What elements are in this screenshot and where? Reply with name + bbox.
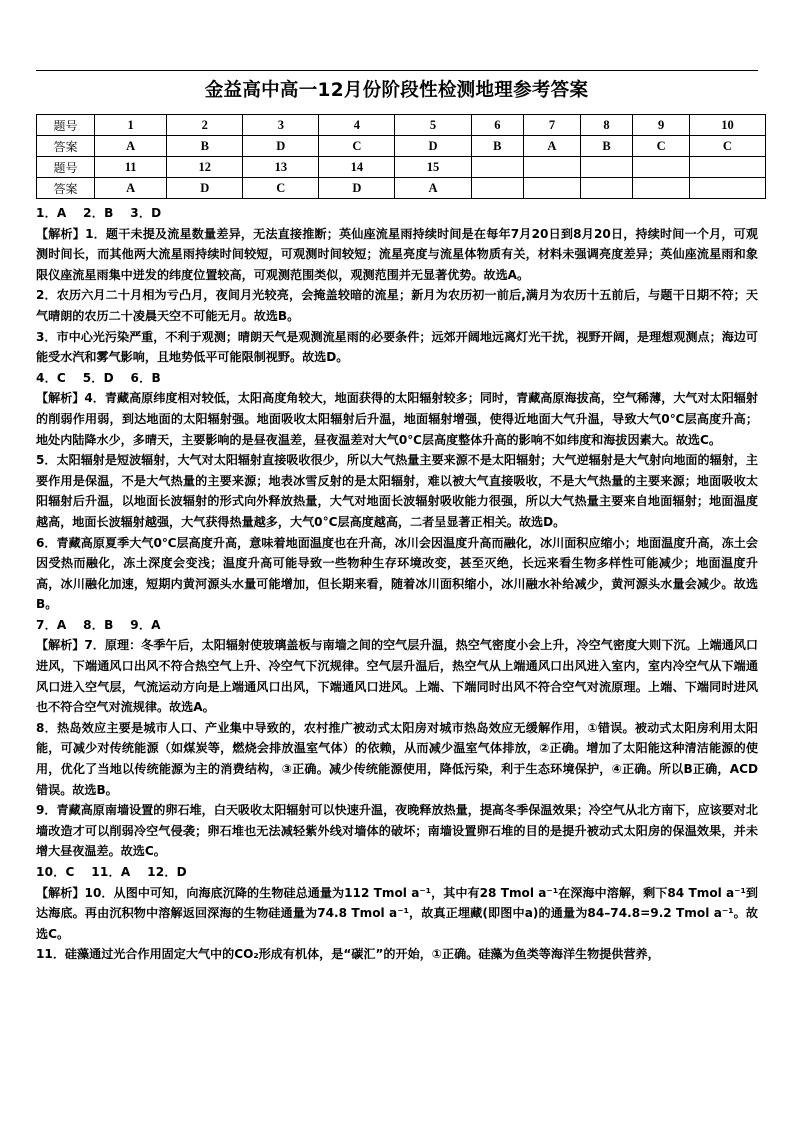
explanation-paragraph: 2．农历六月二十月相为亏凸月，夜间月光较亮，会掩盖较暗的流星；新月为农历初一前后,满月为农历十五前后，与题干日期不符；天气晴朗的农历二十凌晨天空不可能无月。故选B。 <box>36 288 758 323</box>
explanation-paragraph: 【解析】7．原理：冬季午后，太阳辐射使玻璃盖板与南墙之间的空气层升温，热空气密度小会上升，冷空气密度大则下沉。上端通风口进风，下端通风口出风不符合热空气上升、冷空气下沉规律。空气层升温后，热空气从上端通风口出风进入室内，室内冷空气从下端通风口进入空气层，气流运动方向是上端通风口出风，下端通风口进风。上端、下端同时出风不符合空气对流原理。上端、下端同时进风也不符合空气对流规律。故选A。 <box>36 638 758 715</box>
row-label: 答案 <box>37 178 95 199</box>
explanation-paragraph: 【解析】4．青藏高原纬度相对较低，太阳高度角较大，地面获得的太阳辐射较多；同时，青藏高原海拔高，空气稀薄，大气对太阳辐射的削弱作用弱，到达地面的太阳辐射强。地面吸收太阳辐射后升温，地面辐射增强，使得近地面大气升温，导致大气0℃层高度升高；地处内陆降水少，多晴天，主要影响的是昼夜温差，昼夜温差对大气0℃层高度整体升高的影响不如纬度和海拔因素大。故选C。 <box>36 391 758 447</box>
explanation-paragraph: 9．青藏高原南墙设置的卵石堆，白天吸收太阳辐射可以快速升温，夜晚释放热量，提高冬季保温效果；冷空气从北方南下，应该要对北墙改造才可以削弱冷空气侵袭；卵石堆也无法减轻紫外线对墙体的破坏；南墙设置卵石堆的目的是提升被动式太阳房的保温效果，并未增大昼夜温差。故选C。 <box>36 803 758 859</box>
answer-cell: C <box>319 136 395 157</box>
answer-cell <box>580 178 633 199</box>
explanation-paragraph: 6．青藏高原夏季大气0℃层高度升高，意味着地面温度也在升高，冰川会因温度升高而融化，冰川面积应缩小；地面温度升高，冻土会因受热而融化，冻土深度会变浅；温度升高可能导致一些物种生存环境改变，甚至灭绝，长远来看生物多样性可能减少；地面温度升高，冰川融化加速，短期内黄河源头水量可能增加，但长期来看，随着冰川面积缩小，冰川融水补给减少，黄河源头水量会减少。故选B。 <box>36 535 758 612</box>
answer-table-row <box>37 136 766 157</box>
answer-cell <box>524 157 581 178</box>
answer-summary-line: 7．A 8．B 9．A <box>36 617 161 632</box>
answer-cell <box>633 178 690 199</box>
answer-cell <box>580 157 633 178</box>
answer-summary-line: 4．C 5．D 6．B <box>36 370 161 385</box>
answer-cell: 12 <box>167 157 243 178</box>
answer-cell: 13 <box>243 157 319 178</box>
answer-cell: A <box>95 178 167 199</box>
answer-cell: 11 <box>95 157 167 178</box>
answer-cell: B <box>580 136 633 157</box>
answer-cell: 14 <box>319 157 395 178</box>
answer-cell <box>689 178 765 199</box>
answer-cell <box>471 157 524 178</box>
answer-cell: 10 <box>689 115 765 136</box>
explanation-paragraph: 3．市中心光污染严重，不利于观测；晴朗天气是观测流星雨的必要条件；远郊开阔地远离灯光干扰，视野开阔，是理想观测点；海边可能受水汽和雾气影响，且地势低平可能限制视野。故选D。 <box>36 329 758 365</box>
answer-cell: 8 <box>580 115 633 136</box>
answer-cell: B <box>167 136 243 157</box>
answer-cell: A <box>395 178 471 199</box>
answer-cell: C <box>243 178 319 199</box>
answer-cell: A <box>524 136 581 157</box>
answer-cell: 9 <box>633 115 690 136</box>
answer-cell: 5 <box>395 115 471 136</box>
answer-summary-line: 10．C 11．A 12．D <box>36 865 187 879</box>
answer-cell: D <box>395 136 471 157</box>
answer-cell: D <box>319 178 395 199</box>
answer-cell: C <box>633 136 690 157</box>
answer-cell: 7 <box>524 115 581 136</box>
answer-summary-line: 1．A 2．B 3．D <box>36 206 162 220</box>
answer-table <box>36 114 766 199</box>
answer-cell: D <box>167 178 243 199</box>
explanation-paragraph: 11．硅藻通过光合作用固定大气中的CO₂形成有机体，是“碳汇”的开始，①正确。硅藻为鱼类等海洋生物提供营养， <box>36 947 660 962</box>
answer-cell: D <box>243 136 319 157</box>
answer-cell: 3 <box>243 115 319 136</box>
answer-cell: C <box>689 136 765 157</box>
explanation-paragraph: 【解析】10．从图中可知，向海底沉降的生物硅总通量为112 Tmol a⁻¹，其中有28 Tmol a⁻¹在深海中溶解，剩下84 Tmol a⁻¹到达海底。再由沉积物中溶解返回深海的生物硅通量为74.8 Tmol a⁻¹，故真正埋藏(即图中a)的通量为84–74.8=9.2 Tmol a⁻¹。故选C。 <box>36 885 758 941</box>
answer-cell: B <box>471 136 524 157</box>
answer-table-row <box>37 157 766 178</box>
explanation-paragraph: 8．热岛效应主要是城市人口、产业集中导致的，农村推广被动式太阳房对城市热岛效应无缓解作用，①错误。被动式太阳房利用太阳能，可减少对传统能源（如煤炭等，燃烧会排放温室气体）的依赖，从而减少温室气体排放，②正确。增加了太阳能这种清洁能源的使用，优化了当地以传统能源为主的消费结构，③正确。减少传统能源使用，降低污染，利于生态环境保护，④正确。所以B正确，ACD错误。故选B。 <box>36 720 758 797</box>
answer-cell: 2 <box>167 115 243 136</box>
answer-cell <box>471 178 524 199</box>
explanation-body <box>36 203 758 965</box>
row-label: 题号 <box>37 157 95 178</box>
explanation-paragraph: 5．太阳辐射是短波辐射，大气对太阳辐射直接吸收很少，所以大气热量主要来源不是太阳辐射；大气逆辐射是大气射向地面的辐射，主要作用是保温，不是大气热量的主要来源；地表冰雪反射的是太阳辐射，难以被大气直接吸收，不是大气热量的主要来源；地面吸收太阳辐射后升温，以地面长波辐射的形式向外释放热量，大气对地面长波辐射吸收能力很强，所以大气热量主要来自地面辐射；地面温度越高，地面长波辐射越强，大气获得热量越多，大气0°C层高度越高，二者呈显著正相关。故选D。 <box>36 453 758 529</box>
answer-cell <box>689 157 765 178</box>
header-rule <box>36 70 758 71</box>
answer-cell: A <box>95 136 167 157</box>
answer-cell: 4 <box>319 115 395 136</box>
row-label: 答案 <box>37 136 95 157</box>
answer-cell: 15 <box>395 157 471 178</box>
answer-table-row <box>37 115 766 136</box>
answer-table-row <box>37 178 766 199</box>
answer-cell <box>633 157 690 178</box>
row-label: 题号 <box>37 115 95 136</box>
page-title: 金益高中高一12月份阶段性检测地理参考答案 <box>204 80 589 101</box>
explanation-paragraph: 【解析】1．题干未提及流星数量差异，无法直接推断；英仙座流星雨持续时间是在每年7月20日到8月20日，持续时间一个月，可观测时间长，而其他两大流星雨持续时间较短，可观测时间较短；流星亮度与流星体物质有关，材料未强调亮度差异；英仙座流星雨和象限仪座流星雨集中迸发的纬度位置较高，可观测范围类似，观测范围并无显著优势。故选A。 <box>36 226 758 282</box>
answer-cell: 1 <box>95 115 167 136</box>
answer-cell: 6 <box>471 115 524 136</box>
answer-cell <box>524 178 581 199</box>
